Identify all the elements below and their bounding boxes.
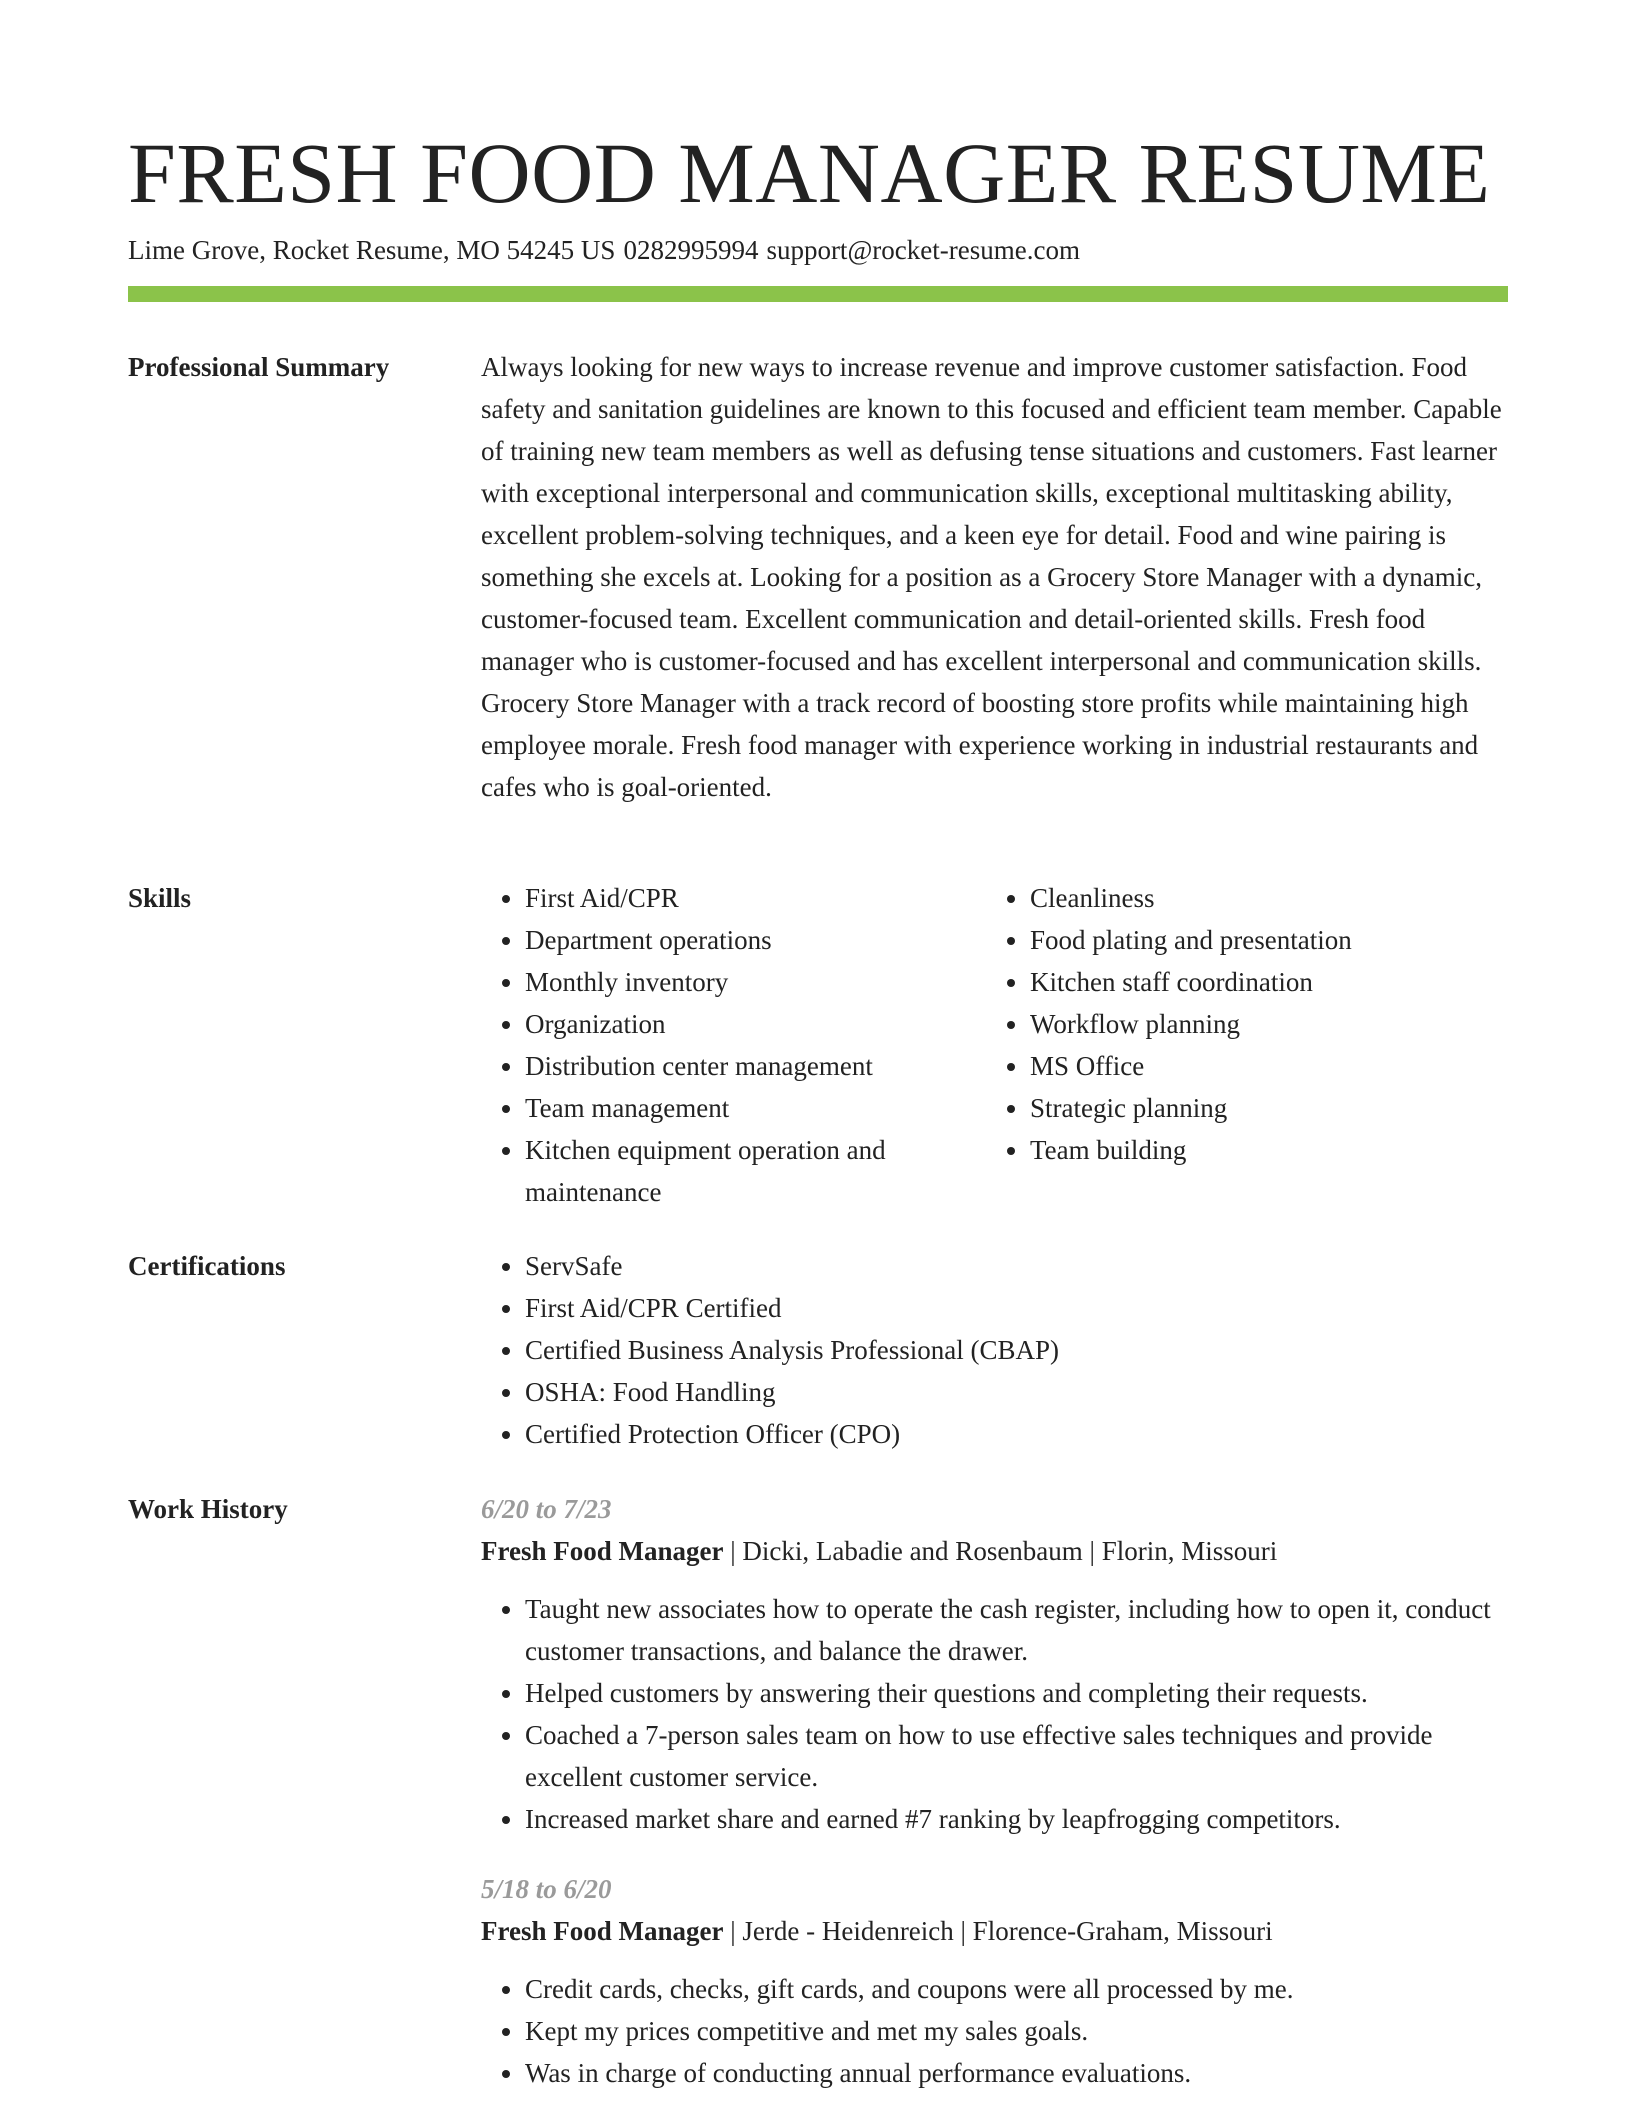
work-history-body — [481, 1488, 1508, 2122]
skills-body — [481, 877, 1508, 1213]
contact-line — [128, 232, 1088, 268]
skill-item: • Kitchen staff coordination — [1030, 961, 1491, 1003]
skill-item: • Strategic planning — [1030, 1087, 1491, 1129]
job-details: | Jerde - Heidenreich | Florence-Graham, Missouri — [723, 1916, 1273, 1946]
skill-item: • Team management — [525, 1087, 986, 1129]
summary-heading: Professional Summary — [128, 352, 390, 382]
certifications-body — [481, 1245, 1508, 1455]
skill-item: • Department operations — [525, 919, 986, 961]
skill-item: • First Aid/CPR — [525, 877, 986, 919]
skill-item: • Food plating and presentation — [1030, 919, 1491, 961]
summary-text: Always looking for new ways to increase revenue and improve customer satisfaction. Food safety and sanitation guidelines are known to this focused and efficient team member. Capable of training new team members as well as defusing tense situations and customers. Fast learner with exceptional interpersonal and communication skills, exceptional multitasking ability, excellent problem-solving techniques, and a keen eye for detail. Food and wine pairing is something she excels at. Looking for a position as a Grocery Store Manager with a dynamic, customer-focused team. Excellent communication and detail-oriented skills. Fresh food manager who is customer-focused and has excellent interpersonal and communication skills. Grocery Store Manager with a track record of boosting store profits while maintaining high employee morale. Fresh food manager with experience working in industrial restaurants and cafes who is goal-oriented. — [481, 352, 1502, 802]
skill-item: • Kitchen equipment operation and maintenance — [525, 1129, 986, 1213]
certification-item: • OSHA: Food Handling — [525, 1371, 1508, 1413]
certifications-heading: Certifications — [128, 1251, 286, 1281]
certification-item: • Certified Business Analysis Professional (CBAP) — [525, 1329, 1508, 1371]
skill-item: • Workflow planning — [1030, 1003, 1491, 1045]
skill-item: • Team building — [1030, 1129, 1491, 1171]
skill-item: • Organization — [525, 1003, 986, 1045]
skills-heading: Skills — [128, 883, 192, 913]
job-heading — [481, 1910, 1508, 1952]
certification-item: • ServSafe — [525, 1245, 1508, 1287]
job-bullet: • Credit cards, checks, gift cards, and coupons were all processed by me. — [525, 1968, 1508, 2010]
job-bullet: • Kept my prices competitive and met my sales goals. — [525, 2010, 1508, 2052]
job-bullet: • Was in charge of conducting annual performance evaluations. — [525, 2052, 1508, 2094]
summary-body — [481, 346, 1508, 808]
job-heading — [481, 1530, 1508, 1572]
contact-address: Lime Grove, Rocket Resume, MO 54245 US — [128, 235, 616, 265]
contact-phone: 0282995994 — [623, 235, 759, 265]
job-bullet: • Taught new associates how to operate the cash register, including how to open it, conduct customer transactions, and balance the drawer. — [525, 1588, 1508, 1672]
skills-column-right — [986, 877, 1491, 1213]
job-title: Fresh Food Manager — [481, 1916, 724, 1946]
accent-divider — [128, 286, 1508, 302]
job-dates: 5/18 to 6/20 — [481, 1874, 612, 1904]
resume-title: FRESH FOOD MANAGER RESUME — [128, 125, 1491, 221]
contact-email: support@rocket-resume.com — [766, 235, 1080, 265]
job-entry — [481, 1868, 1508, 2094]
skills-column-left — [481, 877, 986, 1213]
job-entry — [481, 1488, 1508, 1840]
job-details: | Dicki, Labadie and Rosenbaum | Florin, Missouri — [723, 1536, 1278, 1566]
job-dates: 6/20 to 7/23 — [481, 1494, 612, 1524]
certification-item: • First Aid/CPR Certified — [525, 1287, 1508, 1329]
skill-item: • MS Office — [1030, 1045, 1491, 1087]
job-title: Fresh Food Manager — [481, 1536, 724, 1566]
job-bullet: • Helped customers by answering their questions and completing their requests. — [525, 1672, 1508, 1714]
job-bullet: • Increased market share and earned #7 ranking by leapfrogging competitors. — [525, 1798, 1508, 1840]
certification-item: • Certified Protection Officer (CPO) — [525, 1413, 1508, 1455]
skill-item: • Distribution center management — [525, 1045, 986, 1087]
skill-item: • Cleanliness — [1030, 877, 1491, 919]
skill-item: • Monthly inventory — [525, 961, 986, 1003]
job-bullet: • Coached a 7-person sales team on how to use effective sales techniques and provide excellent customer service. — [525, 1714, 1508, 1798]
work-history-heading: Work History — [128, 1494, 288, 1524]
